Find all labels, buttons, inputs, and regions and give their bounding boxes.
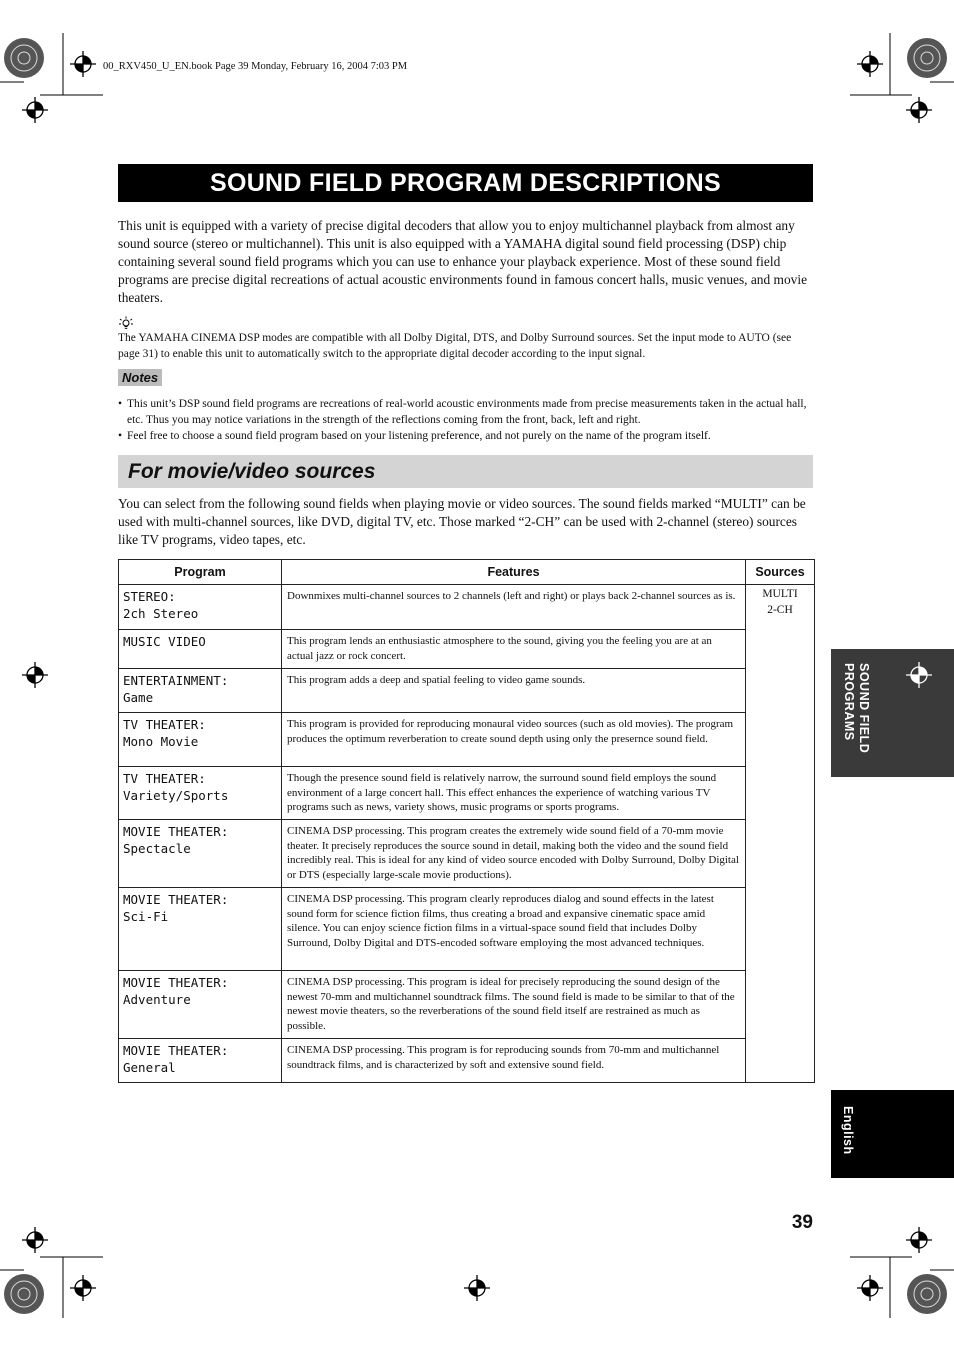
program-variant: Game [123,690,154,705]
program-variant: Sci-Fi [123,909,169,924]
program-name [119,1039,282,1083]
program-features: This program lends an enthusiastic atmosphere to the sound, giving you the feeling you are at an actual jazz or rock concert. [282,630,746,669]
note-item: • Feel free to choose a sound field program based on your listening preference, and not purely on the name of the program itself. [118,428,813,444]
page-number: 39 [791,1212,813,1233]
program-category: MOVIE THEATER: [123,1043,229,1058]
note-item: • This unit’s DSP sound field programs are recreations of real-world acoustic environments made from precise measurements taken in the actual hall, etc. Thus you may notice variations in the strength of the reflections coming from the front, back, left and right. [118,396,813,428]
table-row [119,971,815,1039]
program-variant: Spectacle [123,841,191,856]
program-category: STEREO: [123,589,176,604]
program-category: MOVIE THEATER: [123,975,229,990]
program-category: ENTERTAINMENT: [123,673,229,688]
page-title: SOUND FIELD PROGRAM DESCRIPTIONS [118,164,813,202]
side-tab-section [831,649,954,777]
program-category: MOVIE THEATER: [123,824,229,839]
table-row [119,585,815,630]
program-name [119,713,282,767]
program-features: This program is provided for reproducing monaural video sources (such as old movies). The program produces the optimum reverberation to create sound depth using only the presernce sound field. [282,713,746,767]
program-name [119,767,282,820]
column-header-features: Features [282,560,746,585]
lightbulb-tip-icon [118,316,134,330]
program-name [119,820,282,888]
table-row [119,767,815,820]
program-features: Downmixes multi-channel sources to 2 channels (left and right) or plays back 2-channel sources as is. [282,585,746,630]
section-intro: You can select from the following sound fields when playing movie or video sources. The sound fields marked “MULTI” can be used with multi-channel sources, like DVD, digital TV, etc. Those marked “2-CH” can be used with 2-channel (stereo) sources like TV programs, video tapes, etc. [118,496,806,547]
column-header-program: Program [119,560,282,585]
program-features: CINEMA DSP processing. This program creates the extremely wide sound field of a 70-mm movie theater. It precisely reproduces the source sound in detail, making both the video and the sound field incredibly real. This is ideal for any kind of video source encoded with Dolby Surround, Dolby Digital or DTS (especially large-scale movie productions). [282,820,746,888]
table-row [119,669,815,713]
program-variant: Adventure [123,992,191,1007]
intro-paragraph [118,217,813,307]
program-name [119,888,282,971]
program-name [119,585,282,630]
program-variant: 2ch Stereo [123,606,199,621]
section-heading: For movie/video sources [118,455,813,488]
program-category: MOVIE THEATER: [123,892,229,907]
side-tab-section-label [841,663,871,753]
program-category: TV THEATER: [123,771,206,786]
crosshair-icon [906,662,932,688]
tip-text: The YAMAHA CINEMA DSP modes are compatible with all Dolby Digital, DTS, and Dolby Surround sources. Set the input mode to AUTO (see page 31) to enable this unit to automatically switch to the appropriate digital decoder according to the input signal. [118,332,792,360]
program-name [119,669,282,713]
program-name [119,630,282,669]
intro-text: This unit is equipped with a variety of precise digital decoders that allow you to enjoy multichannel playback from almost any sound source (stereo or multichannel). This unit is also equipped with a YAMAHA digital sound field processing (DSP) chip containing several sound field programs which you can use to enhance your playback experience. Most of these sound field programs are precise digital recreations of actual acoustic environments found in famous concert halls, music venues, and movie theaters. [118,218,808,305]
program-name [119,971,282,1039]
table-row [119,713,815,767]
side-tab-line: SOUND FIELD [857,663,871,754]
source-2ch: 2-CH [767,604,793,616]
program-features: CINEMA DSP processing. This program is for reproducing sounds from 70-mm and multichannel soundtrack films, and is characterized by soft and extensive sound field. [282,1039,746,1083]
source-multi: MULTI [762,588,798,600]
side-tab-language [831,1090,954,1178]
sound-field-program-table [118,559,815,1083]
book-page-meta: 00_RXV450_U_EN.book Page 39 Monday, February 16, 2004 7:03 PM [103,61,408,72]
table-row [119,630,815,669]
program-category: MUSIC VIDEO [123,634,206,649]
column-header-sources: Sources [746,560,815,585]
side-tab-language-label: English [841,1106,855,1155]
program-variant: Mono Movie [123,734,199,749]
program-features: CINEMA DSP processing. This program is ideal for precisely reproducing the sound design of the newest 70-mm and multichannel soundtrack films. The sound field is made to be similar to that of the newest movie theaters, so the reverberations of the sound field itself are restrained as much as possible. [282,971,746,1039]
table-row [119,820,815,888]
program-sources [746,585,815,1083]
notes-label: Notes [118,369,162,386]
program-features: Though the presence sound field is relatively narrow, the surround sound field employs the sound environment of a large concert hall. This effect enhances the experience of watching various TV programs such as news, variety shows, music programs or sports programs. [282,767,746,820]
program-category: TV THEATER: [123,717,206,732]
table-row [119,1039,815,1083]
table-header-row [119,560,815,585]
notes-list [118,396,813,444]
program-features: CINEMA DSP processing. This program clearly reproduces dialog and sound effects in the latest sound form for science fiction films, thus creating a broad and expansive cinematic space amid silence. You can enjoy science fiction films in a virtual-space sound field that includes Dolby Surround, Dolby Digital and DTS-encoded software employing the most advanced techniques. [282,888,746,971]
table-row [119,888,815,971]
program-variant: Variety/Sports [123,788,229,803]
program-features: This program adds a deep and spatial feeling to video game sounds. [282,669,746,713]
side-tab-line: PROGRAMS [842,663,856,741]
program-variant: General [123,1060,176,1075]
